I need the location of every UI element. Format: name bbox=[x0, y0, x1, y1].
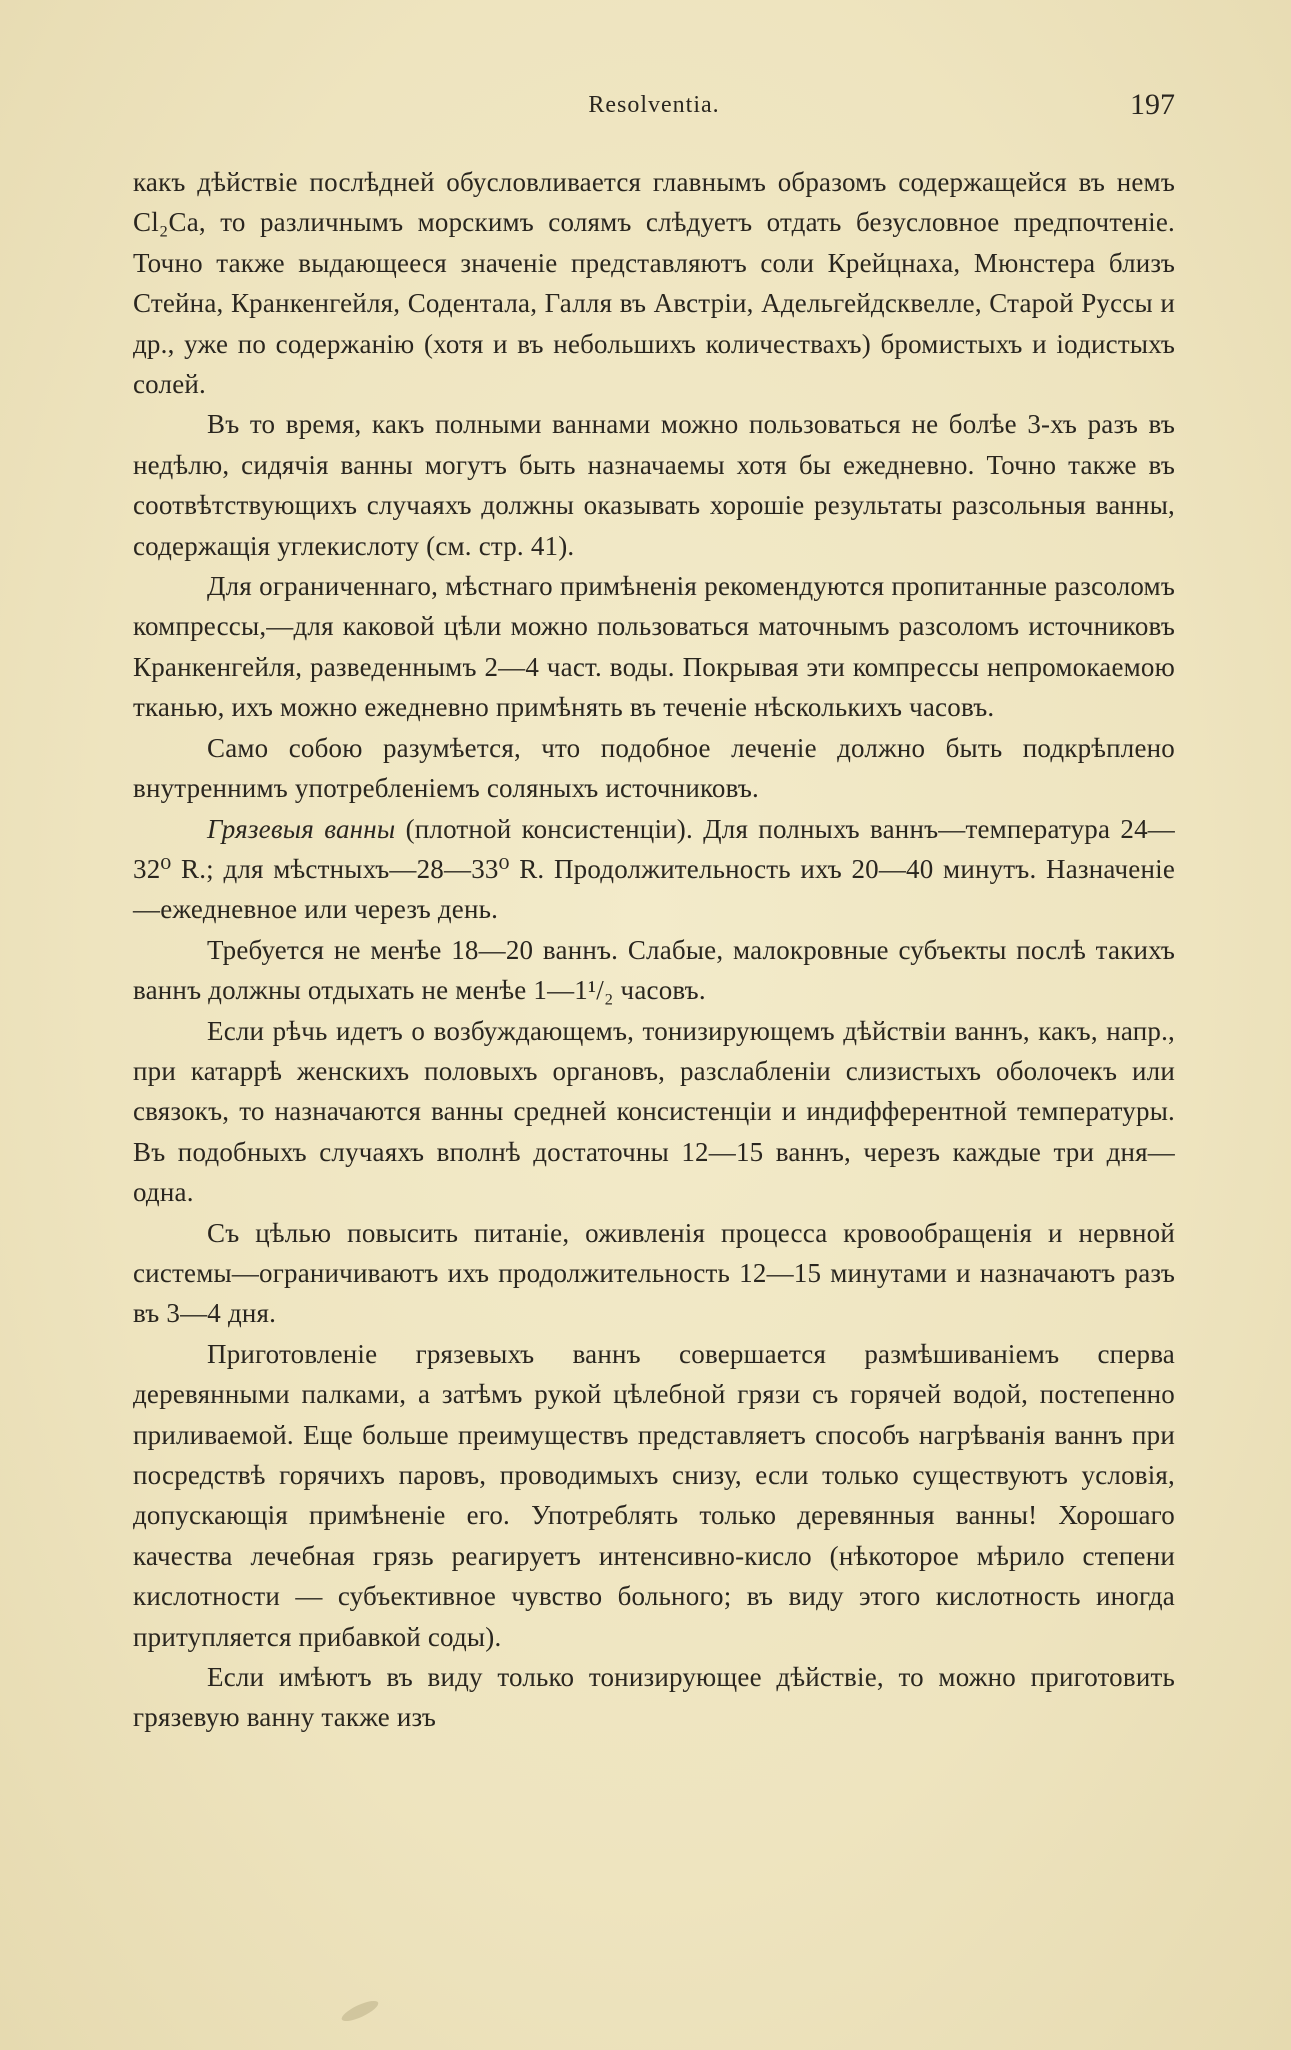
paragraph-10: Если имѣютъ въ виду только тонизирующее дѣйствіе, то можно приготовить грязевую ванну также изъ bbox=[133, 1662, 1175, 1733]
paragraph-9: Приготовленіе грязевыхъ ваннъ совершается размѣшиваніемъ сперва деревянными палками, а затѣмъ рукой цѣлебной грязи съ горячей водой, постепенно приливаемой. Еще больше преимуществъ представляетъ способъ нагрѣванія ваннъ при посредствѣ горячихъ паровъ, проводимыхъ снизу, если только существуютъ условія, допускающія примѣненіе его. Употреблять только деревянныя ванны! Хорошаго качества лечебная грязь реагируетъ интенсивно-кисло (нѣкоторое мѣрило степени кислотности — субъективное чувство больного; въ виду этого кислотность иногда притупляется прибавкой соды). bbox=[133, 1338, 1175, 1652]
paper-smudge bbox=[339, 1997, 380, 2025]
paragraph-6: Требуется не менѣе 18—20 ваннъ. Слабые, малокровные субъекты послѣ такихъ ваннъ должны отдыхать не менѣе 1—1¹/₂ часовъ. bbox=[133, 934, 1175, 1006]
running-title: Resolventia. bbox=[588, 92, 720, 118]
paragraph-2: Въ то время, какъ полными ваннами можно пользоваться не болѣе 3-хъ разъ въ недѣлю, сидячія ванны могутъ быть назначаемы хотя бы ежедневно. Точно также въ соотвѣтствующихъ случаяхъ должны оказывать хорошіе результаты разсольныя ванны, содержащія углекислоту (см. стр. 41). bbox=[133, 409, 1175, 561]
paragraph-7: Если рѣчь идетъ о возбуждающемъ, тонизирующемъ дѣйствіи ваннъ, какъ, напр., при катаррѣ женскихъ половыхъ органовъ, разслабленіи слизистыхъ оболочекъ или связокъ, то назначаются ванны средней консистенціи и индифферентной температуры. Въ подобныхъ случаяхъ вполнѣ достаточны 12—15 ваннъ, черезъ каждые три дня—одна. bbox=[133, 1015, 1175, 1208]
page-header bbox=[133, 88, 1175, 128]
body-text bbox=[133, 162, 1175, 1738]
paragraph-8: Съ цѣлью повысить питаніе, оживленія процесса кровообращенія и нервной системы—ограничиваютъ ихъ продолжительность 12—15 минутами и назначаютъ разъ въ 3—4 дня. bbox=[133, 1217, 1175, 1329]
paragraph-3: Для ограниченнаго, мѣстнаго примѣненія рекомендуются пропитанные разсоломъ компрессы,—для каковой цѣли можно пользоваться маточнымъ разсоломъ источниковъ Кранкенгейля, разведеннымъ 2—4 част. воды. Покрывая эти компрессы непромокаемою тканью, ихъ можно ежедневно примѣнять въ теченіе нѣсколькихъ часовъ. bbox=[133, 571, 1175, 723]
page-number: 197 bbox=[1130, 88, 1175, 121]
mud-baths-heading: Грязевыя ванны bbox=[207, 813, 396, 844]
paragraph-1: какъ дѣйствіе послѣдней обусловливается главнымъ образомъ содержащейся въ немъ Cl₂Ca, то различнымъ морскимъ солямъ слѣдуетъ отдать безусловное предпочтеніе. Точно также выдающееся значеніе представляютъ соли Крейцнаха, Мюнстера близъ Стейна, Кранкенгейля, Содентала, Галля въ Австріи, Адельгейдсквелле, Старой Руссы и др., уже по содержанію (хотя и въ небольшихъ количествахъ) бромистыхъ и іодистыхъ солей. bbox=[133, 167, 1175, 400]
paragraph-5 bbox=[133, 809, 1175, 930]
paragraph-5-text: (плотной консистенціи). Для полныхъ ваннъ—температура 24—32⁰ R.; для мѣстныхъ—28—33⁰ R. Продолжительность ихъ 20—40 минутъ. Назначеніе—ежедневное или черезъ день. bbox=[133, 813, 1176, 925]
paragraph-4: Само собою разумѣется, что подобное леченіе должно быть подкрѣплено внутреннимъ употребленіемъ соляныхъ источниковъ. bbox=[133, 732, 1175, 804]
